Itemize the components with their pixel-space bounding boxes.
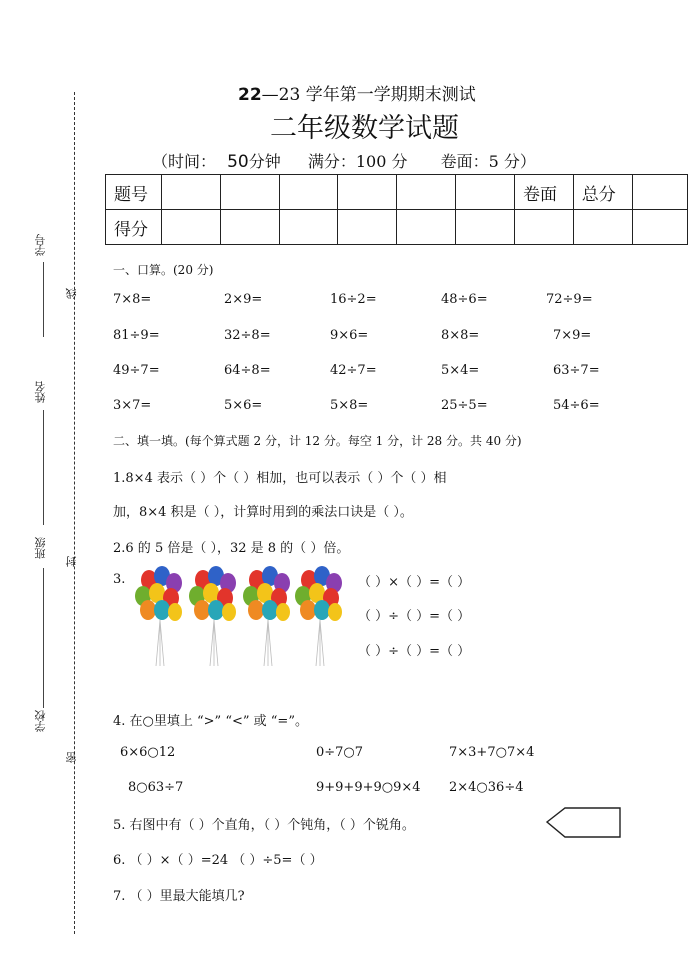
math-item: 5×6= xyxy=(224,398,263,413)
math-item: 72÷9= xyxy=(546,292,593,307)
question-no-label: 题号 xyxy=(106,175,162,210)
face-label: 卷面 xyxy=(515,175,574,210)
class-label: 班级 xyxy=(34,537,47,559)
math-item: 3×7= xyxy=(113,398,152,413)
score-cell[interactable] xyxy=(455,175,514,210)
math-item: 81÷9= xyxy=(113,328,160,343)
question-5: 5. 右图中有（ ）个直角，（ ）个钝角，（ ）个锐角。 xyxy=(113,818,415,833)
math-item: 63÷7= xyxy=(553,363,600,378)
score-cell[interactable] xyxy=(515,210,574,245)
question-7: 7. （ ）里最大能填几? xyxy=(113,889,245,904)
score-row-points xyxy=(106,210,688,245)
question-3-equation-3: （ ）÷（ ）=（ ） xyxy=(358,644,471,659)
score-cell[interactable] xyxy=(338,175,396,210)
math-item: 7×9= xyxy=(553,328,592,343)
score-cell[interactable] xyxy=(396,210,455,245)
balloon-bunch xyxy=(243,566,290,666)
question-1-line1: 1.8×4 表示（ ）个（ ）相加，也可以表示（ ）个（ ）相 xyxy=(113,471,447,486)
math-item: 54÷6= xyxy=(553,398,600,413)
score-cell[interactable] xyxy=(632,210,687,245)
question-6: 6. （ ）×（ ）=24 （ ）÷5=（ ） xyxy=(113,853,323,868)
info-open: （时间： xyxy=(152,152,217,171)
balloons-illustration xyxy=(134,566,344,670)
score-cell[interactable] xyxy=(221,175,280,210)
balloon-bunch xyxy=(135,566,182,666)
dense-mark: 密 xyxy=(65,752,78,763)
binding-dashed-line xyxy=(74,92,75,934)
student-id-label: 学号 xyxy=(34,234,47,256)
score-row-question xyxy=(106,175,688,210)
exam-subtitle xyxy=(238,80,476,105)
question-3-equation-1: （ ）×（ ）=（ ） xyxy=(358,575,471,590)
question-3-equation-2: （ ）÷（ ）=（ ） xyxy=(358,609,471,624)
pentagon-shape xyxy=(545,806,623,840)
math-item: 8×8= xyxy=(441,328,480,343)
school-label: 学校 xyxy=(34,710,47,732)
score-cell[interactable] xyxy=(338,210,396,245)
compare-item: 8○63÷7 xyxy=(128,780,184,795)
math-item: 7×8= xyxy=(113,292,152,307)
compare-item: 9+9+9+9○9×4 xyxy=(316,780,421,795)
math-item: 9×6= xyxy=(330,328,369,343)
score-cell[interactable] xyxy=(455,210,514,245)
score-cell[interactable] xyxy=(161,175,220,210)
score-cell[interactable] xyxy=(280,175,338,210)
math-item: 25÷5= xyxy=(441,398,488,413)
name-label: 姓名 xyxy=(34,381,47,403)
question-3-label: 3. xyxy=(113,572,126,587)
balloon-bunch xyxy=(189,566,236,666)
math-item: 42÷7= xyxy=(330,363,377,378)
math-item: 5×4= xyxy=(441,363,480,378)
compare-item: 6×6○12 xyxy=(120,745,176,760)
page-title: 二年级数学试题 xyxy=(270,113,459,144)
question-4-title: 4. 在○里填上 “>” “<” 或 “=”。 xyxy=(113,714,308,729)
info-time: 50 xyxy=(227,152,249,172)
section1-heading: 一、口算。(20 分) xyxy=(113,263,214,277)
score-cell[interactable] xyxy=(161,210,220,245)
score-cell[interactable] xyxy=(396,175,455,210)
score-cell[interactable] xyxy=(221,210,280,245)
math-item: 48÷6= xyxy=(441,292,488,307)
math-item: 5×8= xyxy=(330,398,369,413)
info-face-score: 卷面：5 分） xyxy=(440,152,536,171)
compare-item: 2×4○36÷4 xyxy=(449,780,524,795)
score-table xyxy=(105,174,688,245)
score-label: 得分 xyxy=(106,210,162,245)
score-cell[interactable] xyxy=(280,210,338,245)
year-rest: —23 学年第一学期期末测试 xyxy=(261,85,476,105)
score-cell[interactable] xyxy=(632,175,687,210)
year-start: 22 xyxy=(238,85,262,105)
line-mark: 线 xyxy=(65,288,78,299)
info-full-score: 满分：100 分 xyxy=(307,152,408,171)
info-time-unit: 分钟 xyxy=(248,152,281,171)
question-2: 2.6 的 5 倍是（ ），32 是 8 的（ ）倍。 xyxy=(113,541,350,556)
total-label: 总分 xyxy=(573,175,632,210)
class-line xyxy=(43,568,44,708)
score-cell[interactable] xyxy=(573,210,632,245)
student-id-line xyxy=(43,262,44,337)
seal-mark: 封 xyxy=(65,556,78,567)
compare-item: 7×3+7○7×4 xyxy=(449,745,535,760)
math-item: 32÷8= xyxy=(224,328,271,343)
math-item: 64÷8= xyxy=(224,363,271,378)
balloon-bunch xyxy=(295,566,342,666)
math-item: 2×9= xyxy=(224,292,263,307)
math-item: 49÷7= xyxy=(113,363,160,378)
name-line xyxy=(43,410,44,525)
math-item: 16÷2= xyxy=(330,292,377,307)
exam-info xyxy=(152,149,536,172)
section2-heading: 二、填一填。(每个算式题 2 分，计 12 分。每空 1 分，计 28 分。共 40 分) xyxy=(113,434,522,448)
question-1-line2: 加，8×4 积是（ ），计算时用到的乘法口诀是（ ）。 xyxy=(113,505,413,520)
compare-item: 0÷7○7 xyxy=(316,745,364,760)
